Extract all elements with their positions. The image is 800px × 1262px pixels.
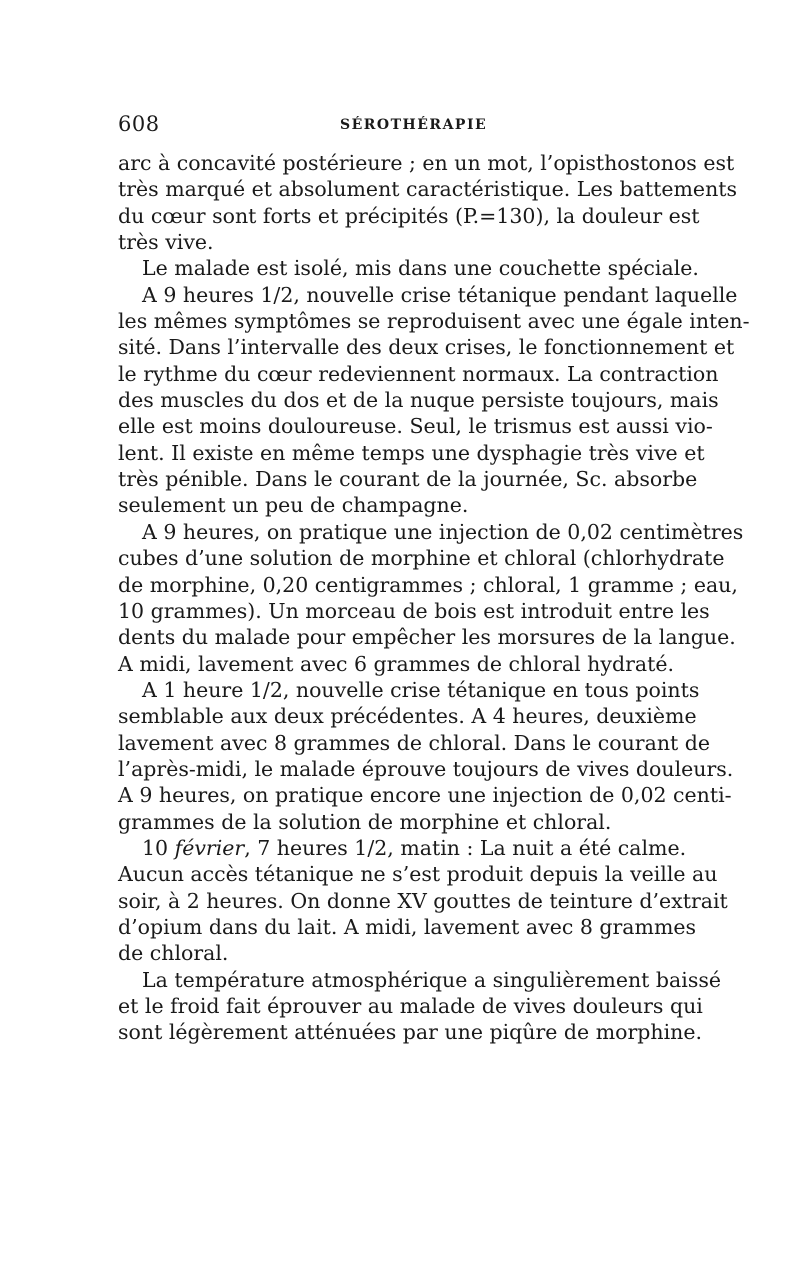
text-line: Le malade est isolé, mis dans une couchette spéciale.	[142, 256, 699, 281]
text-line: A 9 heures, on pratique encore une injection de 0,02 centi-	[118, 783, 732, 808]
text-line: très marqué et absolument caractéristique. Les battements	[118, 177, 738, 202]
text-line: Aucun accès tétanique ne s’est produit depuis la veille au	[118, 862, 718, 887]
text-line: seulement un peu de champagne.	[118, 493, 469, 518]
text-line: le rythme du cœur redeviennent normaux. La contraction	[118, 361, 719, 386]
text-line: lent. Il existe en même temps une dysphagie très vive et	[118, 440, 705, 465]
text-line: sité. Dans l’intervalle des deux crises, le fonctionnement et	[118, 335, 735, 360]
text-line: sont légèrement atténuées par une piqûre de morphine.	[118, 1020, 703, 1045]
text-line: et le froid fait éprouver au malade de vives douleurs qui	[118, 994, 703, 1018]
text-line: très vive.	[118, 230, 214, 255]
text-line: A 1 heure 1/2, nouvelle crise tétanique en tous points	[142, 677, 700, 702]
text-line: A 9 heures, on pratique une injection de 0,02 centimètres	[142, 519, 744, 544]
text-line: A 9 heures 1/2, nouvelle crise tétanique pendant laquelle	[142, 282, 738, 307]
text-line: elle est moins douloureuse. Seul, le trismus est aussi vio-	[118, 414, 713, 439]
date-italic: février	[174, 835, 245, 860]
text-line: A midi, lavement avec 6 grammes de chloral hydraté.	[118, 651, 674, 676]
body-text	[118, 150, 750, 1046]
text-line: lavement avec 8 grammes de chloral. Dans le courant de	[118, 730, 711, 755]
text-line: l’après-midi, le malade éprouve toujours de vives douleurs.	[118, 756, 734, 781]
text-line: 10 grammes). Un morceau de bois est introduit entre les	[118, 598, 710, 623]
text-line: La température atmosphérique a singulièrement baissé	[142, 967, 721, 992]
text-line-segment: , 7 heures 1/2, matin : La nuit a été calme.	[244, 835, 687, 860]
text-line: semblable aux deux précédentes. A 4 heures, deuxième	[118, 704, 697, 729]
text-line: de morphine, 0,20 centigrammes ; chloral, 1 gramme ; eau,	[118, 572, 738, 597]
text-line: d’opium dans du lait. A midi, lavement avec 8 grammes	[118, 914, 697, 939]
text-line: des muscles du dos et de la nuque persiste toujours, mais	[118, 388, 719, 413]
text-line: grammes de la solution de morphine et chloral.	[118, 809, 612, 834]
text-line-segment: 10	[142, 835, 175, 860]
text-line: dents du malade pour empêcher les morsures de la langue.	[118, 625, 736, 650]
page-number: 608	[118, 112, 160, 136]
text-line: soir, à 2 heures. On donne XV gouttes de teinture d’extrait	[118, 888, 728, 913]
text-line: arc à concavité postérieure ; en un mot, l’opisthostonos est	[118, 151, 735, 175]
text-line: très pénible. Dans le courant de la journée, Sc. absorbe	[118, 467, 698, 492]
page-header	[118, 112, 683, 140]
running-head: SÉROTHÉRAPIE	[340, 117, 488, 133]
text-line	[118, 835, 687, 861]
text-line: cubes d’une solution de morphine et chloral (chlorhydrate	[118, 546, 725, 571]
text-line: de chloral.	[118, 941, 229, 966]
text-line: du cœur sont forts et précipités (P.=130), la douleur est	[118, 203, 700, 228]
text-line: les mêmes symptômes se reproduisent avec une égale inten-	[118, 309, 750, 334]
